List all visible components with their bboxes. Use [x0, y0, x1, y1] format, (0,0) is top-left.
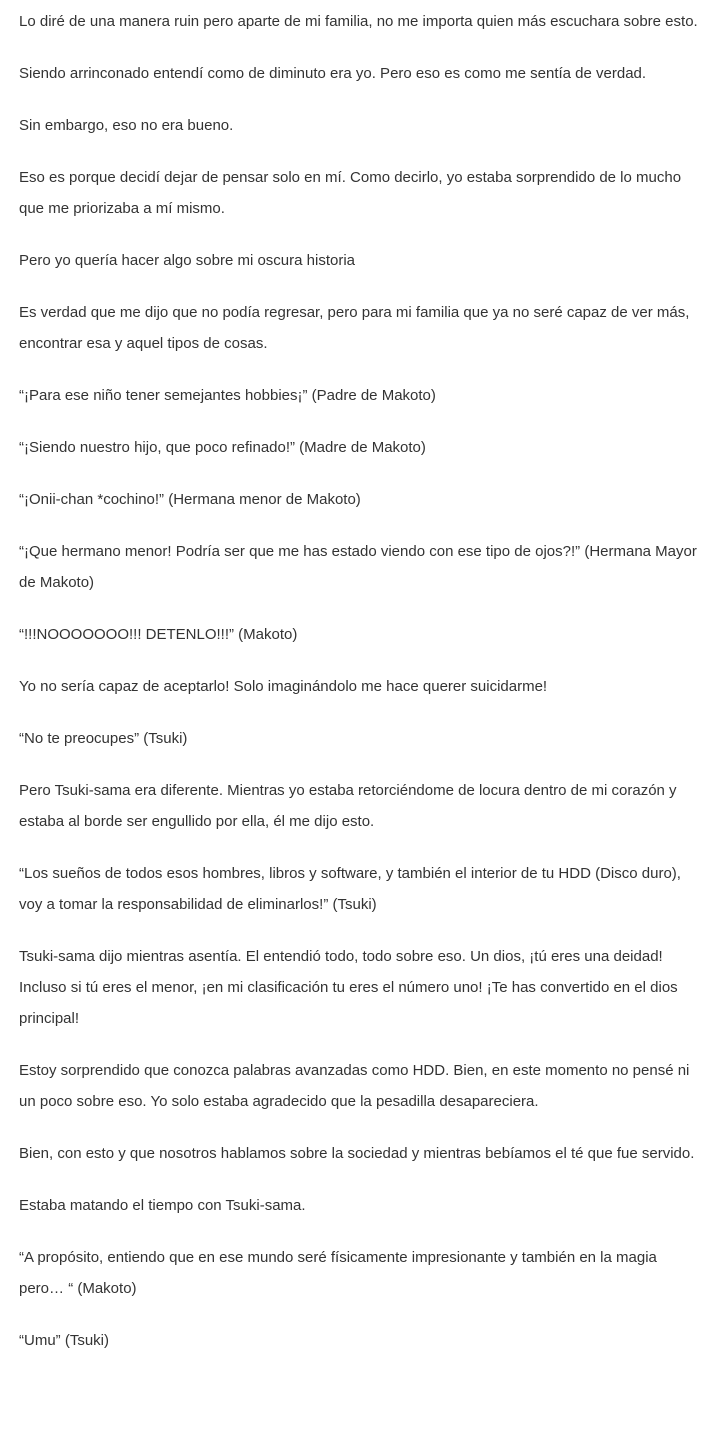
dialogue-line: “¡Que hermano menor! Podría ser que me has estado viendo con ese tipo de ojos?!” (Hermana Mayor de Makoto) [19, 543, 697, 591]
dialogue-line: “No te preocupes” (Tsuki) [19, 730, 188, 747]
paragraph: Estoy sorprendido que conozca palabras avanzadas como HDD. Bien, en este momento no pensé ni un poco sobre eso. Yo solo estaba agradecido que la pesadilla desapareciera. [19, 1062, 690, 1110]
paragraph: Es verdad que me dijo que no podía regresar, pero para mi familia que ya no seré capaz de ver más, encontrar esa y aquel tipos de cosas. [19, 304, 690, 352]
dialogue-line: “¡Siendo nuestro hijo, que poco refinado!” (Madre de Makoto) [19, 439, 426, 456]
dialogue-line: “A propósito, entiendo que en ese mundo seré físicamente impresionante y también en la magia pero… “ (Makoto) [19, 1249, 657, 1297]
dialogue-line: “¡Para ese niño tener semejantes hobbies¡” (Padre de Makoto) [19, 387, 436, 404]
paragraph: Siendo arrinconado entendí como de diminuto era yo. Pero eso es como me sentía de verdad. [19, 65, 647, 82]
paragraph: Lo diré de una manera ruin pero aparte de mi familia, no me importa quien más escuchara sobre esto. [19, 13, 698, 30]
paragraph: Eso es porque decidí dejar de pensar solo en mí. Como decirlo, yo estaba sorprendido de lo mucho que me priorizaba a mí mismo. [19, 169, 682, 217]
paragraph: Estaba matando el tiempo con Tsuki-sama. [19, 1197, 306, 1214]
paragraph: Yo no sería capaz de aceptarlo! Solo imaginándolo me hace querer suicidarme! [19, 678, 548, 695]
paragraph: Bien, con esto y que nosotros hablamos sobre la sociedad y mientras bebíamos el té que fue servido. [19, 1145, 695, 1162]
dialogue-line: “Los sueños de todos esos hombres, libros y software, y también el interior de tu HDD (Disco duro), voy a tomar la responsabilidad de eliminarlos!” (Tsuki) [19, 865, 681, 913]
paragraph: Tsuki-sama dijo mientras asentía. El entendió todo, todo sobre eso. Un dios, ¡tú eres una deidad! Incluso si tú eres el menor, ¡en mi clasificación tu eres el número uno! ¡Te has convertido en el dios principal! [19, 948, 678, 1027]
dialogue-line: “¡Onii-chan *cochino!” (Hermana menor de Makoto) [19, 491, 361, 508]
paragraph: Pero Tsuki-sama era diferente. Mientras yo estaba retorciéndome de locura dentro de mi corazón y estaba al borde ser engullido por ella, él me dijo esto. [19, 782, 677, 830]
dialogue-line: “!!!NOOOOOOO!!! DETENLO!!!” (Makoto) [19, 626, 298, 643]
paragraph: Pero yo quería hacer algo sobre mi oscura historia [19, 252, 356, 269]
paragraph: Sin embargo, eso no era bueno. [19, 117, 234, 134]
dialogue-line: “Umu” (Tsuki) [19, 1332, 109, 1349]
